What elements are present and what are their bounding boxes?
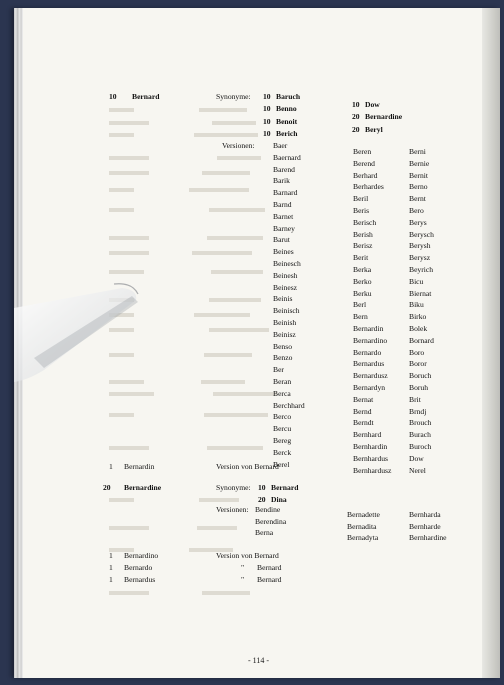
version-name: Berchhard [273,400,305,410]
entry-number: 1 [109,563,113,573]
synonyms-label: Synonyme: [216,92,251,101]
version-name: Bercu [273,424,292,434]
version-name: Berel [273,459,290,469]
synonym-name: Bernard [271,483,299,492]
version-name: Bernharda [409,510,441,519]
entry-note: Version von Bernard [216,551,279,560]
entry-number: 20 [103,483,111,492]
version-name: Benso [273,341,292,351]
ditto-mark: " [241,575,245,585]
version-name: Beinisz [273,329,296,339]
synonym-number: 10 [263,92,271,101]
version-name: Bernharde [409,521,441,531]
version-name: Bernadyta [347,533,379,542]
entry-name: Bernardine [124,483,162,492]
version-name: Bereg [273,436,292,445]
version-name: Boror [409,359,427,369]
entry-name: Bernardino [124,551,159,560]
synonym-name: Baruch [276,92,301,101]
version-name: Beinesz [273,282,298,292]
synonym-name: Berich [276,128,298,138]
synonym-name: Dina [271,494,287,504]
synonym-name: Beryl [365,124,383,134]
version-name: Buroch [409,442,432,451]
version-name: Bendine [255,505,281,514]
synonym-number: 10 [263,128,271,138]
version-name: Bernardino [353,335,388,345]
version-name: Bernardusz [353,371,388,381]
version-name: Bernie [409,158,430,168]
version-name: Barik [273,176,290,186]
versions-label: Versionen: [222,141,255,150]
version-name: Biernat [409,288,432,298]
versions-label: Versionen: [216,505,249,514]
version-name: Berysch [409,229,434,239]
synonym-number: 20 [352,112,360,122]
synonym-name: Benoit [276,116,298,126]
version-name: Berit [353,253,369,263]
version-name: Bernardo [353,347,382,357]
synonym-name: Bernardine [365,112,403,122]
version-name: Berisz [353,241,373,251]
version-name: Berca [273,388,291,398]
version-name: Burach [409,430,431,440]
version-name: Berysz [409,253,431,263]
version-name: Berndt [353,418,374,428]
entry-number: 1 [109,575,113,585]
version-name: Berno [409,182,428,192]
book-page [14,8,500,678]
synonym-number: 10 [258,483,266,492]
version-name: Beren [353,147,372,156]
version-name: Berys [409,217,427,227]
version-name: Bernhardin [353,442,388,451]
version-name: Boro [409,347,425,357]
synonym-number: 10 [263,116,271,126]
synonym-name: Dow [365,100,380,109]
version-name: Baer [273,141,288,150]
version-name: Bernhardine [409,533,447,542]
synonym-number: 10 [352,100,360,109]
version-name: Barnet [273,211,294,221]
entry-name: Bernardin [124,462,155,471]
synonyms-label: Synonyme: [216,483,251,492]
version-name: Barnd [273,200,292,209]
page-number: - 114 - [248,656,270,665]
ditto-mark: " [241,563,245,573]
version-name: Berl [353,300,367,310]
entry-note: Version von Bernard [216,462,279,471]
version-name: Berisch [353,217,377,227]
version-name: Berka [353,265,372,274]
version-name: Barut [273,235,290,245]
version-name: Bernd [353,406,372,416]
version-name: Beran [273,377,292,386]
version-name: Bernardus [353,359,385,369]
version-name: Bernat [353,394,374,404]
entry-name: Bernard [132,92,160,101]
version-name: Benzo [273,353,293,363]
version-name: Dow [409,453,424,463]
synonym-number: 20 [352,124,360,134]
version-name: Beinisch [273,306,300,316]
entry-number: 1 [109,551,113,560]
version-name: Bernhard [353,430,382,440]
entry-name: Bernardus [124,575,156,585]
version-name: Berni [409,147,426,156]
version-name: Beris [353,206,370,215]
version-name: Berendina [255,516,287,526]
name-list-content [14,8,500,678]
version-name: Bornard [409,335,434,345]
version-name: Beinis [273,294,293,304]
version-name: Berish [353,229,373,239]
version-name: Beines [273,247,294,257]
version-name: Bernardyn [353,383,386,392]
version-name: Nerel [409,465,426,475]
entry-name: Bernardo [124,563,153,573]
version-name: Berhard [353,170,378,180]
version-name: Barend [273,164,295,174]
version-name: Biku [409,300,424,310]
entry-note: Bernard [257,575,282,585]
synonym-name: Benno [276,104,297,114]
version-name: Bern [353,312,368,322]
synonym-number: 10 [263,104,271,114]
version-name: Barney [273,223,295,233]
version-name: Berysh [409,241,431,251]
version-name: Berko [353,276,372,286]
version-name: Bernadita [347,521,377,531]
version-name: Beyrich [409,265,434,274]
version-name: Bernhardusz [353,465,392,475]
entry-number: 10 [109,92,117,101]
version-name: Baernard [273,152,301,162]
version-name: Beinish [273,318,297,327]
version-name: Berco [273,412,292,422]
version-name: Bernardin [353,324,384,333]
version-name: Berna [255,528,274,537]
version-name: Brndj [409,406,427,416]
version-name: Berhardes [353,182,384,192]
version-name: Bernadette [347,510,380,519]
version-name: Bolek [409,324,428,333]
version-name: Ber [273,365,284,375]
version-name: Berck [273,447,292,457]
version-name: Bicu [409,276,424,286]
version-name: Bernt [409,194,426,204]
version-name: Bernit [409,170,428,180]
version-name: Brit [409,394,421,404]
version-name: Birko [409,312,427,322]
version-name: Boruh [409,383,428,392]
version-name: Berend [353,158,375,168]
version-name: Bernhardus [353,453,389,463]
synonym-number: 20 [258,494,266,504]
entry-number: 1 [109,462,113,471]
version-name: Brouch [409,418,432,428]
version-name: Beinesh [273,270,298,280]
version-name: Bero [409,206,424,215]
version-name: Barnard [273,188,298,198]
version-name: Beinesch [273,259,301,268]
entry-note: Bernard [257,563,282,573]
version-name: Boruch [409,371,432,381]
version-name: Berku [353,288,372,298]
version-name: Beril [353,194,369,204]
